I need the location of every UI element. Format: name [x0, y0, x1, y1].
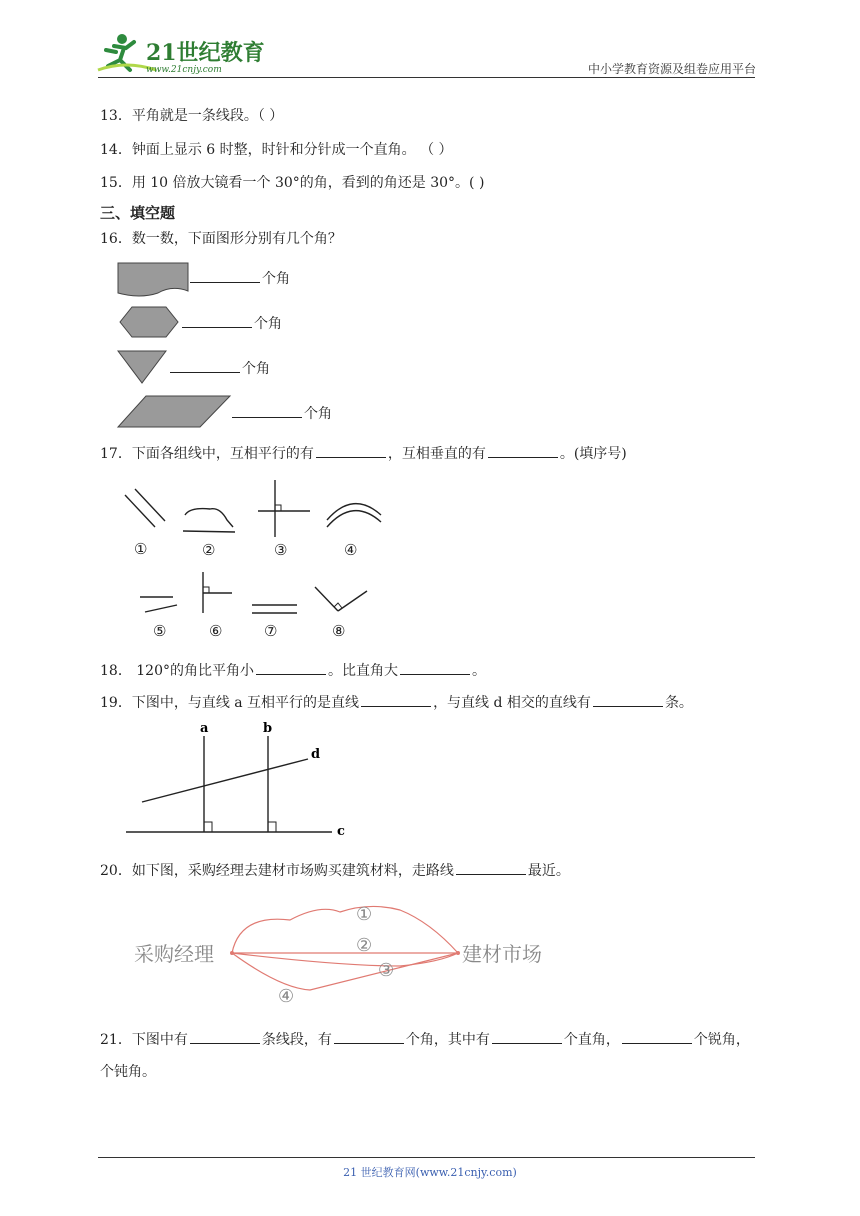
q17-label-5: ⑤: [153, 622, 167, 640]
question-16: 16．数一数，下面图形分别有几个角？: [100, 231, 342, 247]
q17-line-groups: [115, 475, 395, 645]
route-2-label: ②: [356, 935, 373, 956]
q17-label-3: ③: [274, 541, 288, 559]
label-a: a: [200, 721, 209, 736]
q17-label-6: ⑥: [209, 622, 223, 640]
footer-rule: [98, 1157, 755, 1158]
question-21: 21．下图中有 条线段，有 个角，其中有 个直角， 个锐角，: [100, 1029, 750, 1050]
flag-shape: [118, 263, 188, 296]
end-label: 建材市场: [462, 942, 542, 966]
triangle-shape: [118, 351, 166, 383]
group-7: [252, 605, 297, 613]
question-14: 14．钟面上显示 6 时整，时针和分针成一个直角。 （ ）: [100, 142, 453, 158]
logo-text: 21世纪教育: [146, 40, 265, 66]
group-5: [140, 597, 177, 612]
route-3: [232, 953, 458, 966]
q17-label-8: ⑧: [332, 622, 346, 640]
q16-answer-3: 个角: [168, 358, 270, 379]
q20-route-diagram: [130, 894, 570, 1009]
group-4: [327, 504, 381, 527]
group-8: [315, 587, 367, 611]
route-4-label: ④: [278, 986, 295, 1007]
section-title: 三、填空题: [100, 204, 176, 222]
parallelogram-shape: [116, 394, 232, 430]
line-d: [142, 759, 308, 802]
label-b: b: [263, 721, 273, 736]
question-13: 13．平角就是一条线段。（ ）: [100, 108, 284, 124]
q16-answer-1: 个角: [188, 268, 290, 289]
q17-label-7: ⑦: [264, 622, 278, 640]
group-3: [258, 480, 310, 537]
question-17: 17．下面各组线中，互相平行的有 ，互相垂直的有 。(填序号): [100, 443, 627, 464]
start-label: 采购经理: [134, 942, 214, 966]
label-d: d: [311, 747, 321, 762]
hexagon-shape: [120, 307, 178, 337]
header-platform-text: 中小学教育资源及组卷应用平台: [587, 62, 756, 76]
route-1: [232, 906, 458, 953]
question-18: 18． 120°的角比平角小 。比直角大 。: [100, 660, 486, 681]
group-6: [203, 572, 232, 613]
route-1-label: ①: [356, 904, 373, 925]
q16-answer-2: 个角: [180, 313, 282, 334]
question-20: 20．如下图，采购经理去建材市场购买建筑材料，走路线 最近。: [100, 860, 570, 881]
logo-url: www.21cnjy.com: [146, 65, 222, 75]
question-21-line2: 个钝角。: [100, 1064, 156, 1080]
question-19: 19．下图中，与直线 a 互相平行的是直线 ，与直线 d 相交的直线有 条。: [100, 692, 693, 713]
q19-line-diagram: [120, 718, 360, 842]
q17-label-1: ①: [134, 540, 148, 558]
q17-label-2: ②: [202, 541, 216, 559]
question-15: 15．用 10 倍放大镜看一个 30°的角，看到的角还是 30°。( ): [100, 175, 485, 191]
site-logo: [96, 30, 266, 78]
q16-answer-4: 个角: [230, 403, 332, 424]
route-4: [232, 953, 458, 990]
header-rule: [98, 77, 755, 78]
group-1: [125, 489, 165, 527]
q17-label-4: ④: [344, 541, 358, 559]
route-3-label: ③: [378, 960, 395, 981]
group-2: [183, 509, 235, 532]
label-c: c: [337, 824, 345, 839]
footer-text: 21 世纪教育网(www.21cnjy.com): [343, 1166, 517, 1179]
